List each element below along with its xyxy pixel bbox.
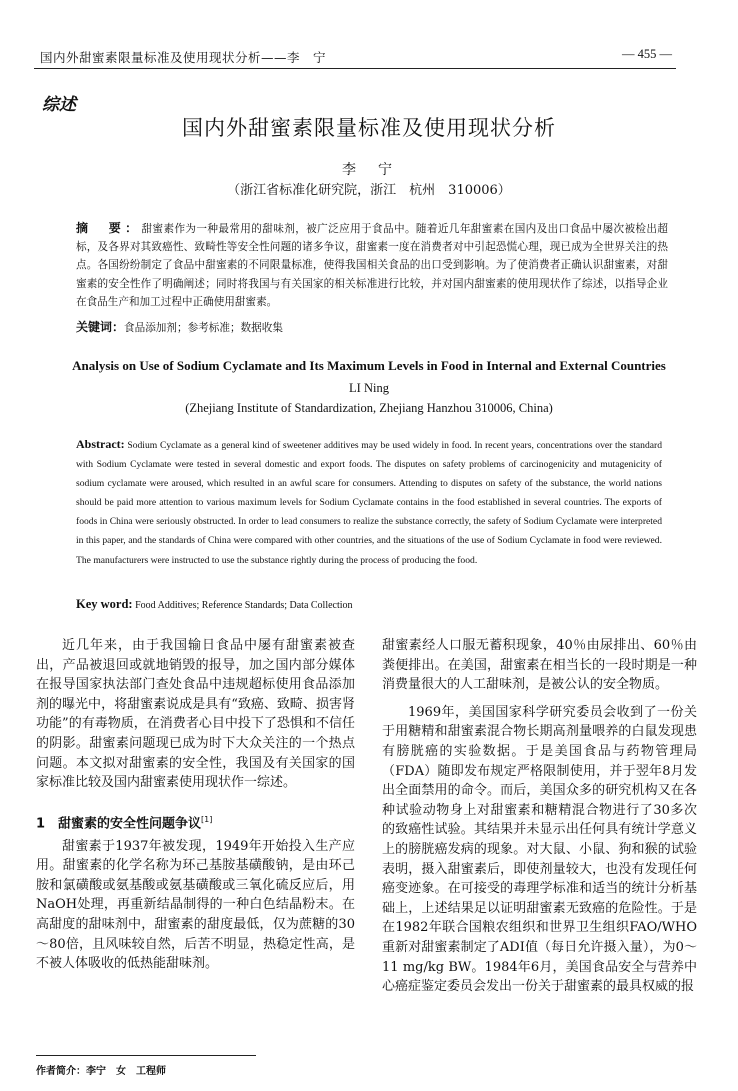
section-1-title: 1 甜蜜素的安全性问题争议 bbox=[36, 816, 202, 832]
body-column-left bbox=[36, 636, 355, 974]
intro-paragraph: 近几年来，由于我国输日食品中屡有甜蜜素被查出，产品被退回或就地销毁的报导，加之国内部分媒体在报导国家执法部门查处食品中违规超标使用食品添加剂的曝光中，将甜蜜素说成是具有“致癌、致畸、损害肾功能”的有毒物质，在消费者心目中投下了恐惧和不信任的阴影。甜蜜素问题现已成为时下大众关注的一个热点问题。本文拟对甜蜜素的安全性，我国及有关国家的国家标准比较及国内甜蜜素使用现状作一综述。 bbox=[36, 638, 355, 791]
affiliation-en: (Zhejiang Institute of Standardization, Zhejiang Hanzhou 310006, China) bbox=[185, 401, 553, 415]
author-en: LI Ning bbox=[349, 381, 389, 395]
history-paragraph: 1969年，美国国家科学研究委员会收到了一份关于用糖精和甜蜜素混合物长期高剂量喂养的白鼠发现患有膀胱癌的实验数据。于是美国食品与药物管理局（FDA）随即发布规定严格限制使用，并于翌年8月发出全面禁用的命令。而后，美国众多的研究机构又在各种试验动物身上对甜蜜素和糖精混合物进行了30多次的致癌性试验。其结果并未显示出任何具有统计学意义上的膀胱癌发病的现象。对大鼠、小鼠、狗和猴的试验表明，摄入甜蜜素后，即使剂量较大，也没有发现任何癌变迹象。在可接受的毒理学标准和适当的统计分析基础上，上述结果足以证明甜蜜素无致癌的危险性。于是在1982年联合国粮农组织和世界卫生组织FAO/WHO重新对甜蜜素制定了ADI值（每日允许摄入量），为0～11 mg/kg BW。1984年6月，美国食品安全与营养中心癌症鉴定委员会发出一份关于甜蜜素的最具权威的报 bbox=[382, 704, 697, 995]
section-label: 综述 bbox=[42, 95, 76, 115]
footnote-rule bbox=[36, 1055, 256, 1056]
keywords-cn-text: 食品添加剂；参考标准；数据收集 bbox=[124, 322, 283, 334]
keywords-cn bbox=[76, 318, 668, 335]
title-en: Analysis on Use of Sodium Cyclamate and Its Maximum Levels in Food in Internal and External Countries bbox=[72, 358, 666, 373]
abstract-cn-text: 甜蜜素作为一种最常用的甜味剂，被广泛应用于食品中。随着近几年甜蜜素在国内及出口食品中屡次被检出超标，及各界对其致癌性、致畸性等安全性问题的诸多争议，甜蜜素一度在消费者对中引起恐慌心理，现已成为全世界关注的热点。各国纷纷制定了食品中甜蜜素的不同限量标准，使得我国相关食品的出口受到影响。为了使消费者正确认识甜蜜素，对甜蜜素的安全性作了明确阐述；同时将我国与有关国家的相关标准进行比较，并对国内甜蜜素的使用现状作了综述，以指导企业在食品生产和加工过程中正确使用甜蜜素。 bbox=[76, 223, 668, 308]
header-rule bbox=[34, 68, 676, 69]
keywords-en-label: Key word: bbox=[76, 597, 133, 611]
author-footnote: 作者简介：李宁 女 工程师 bbox=[36, 1066, 166, 1077]
section-1-heading bbox=[36, 810, 355, 834]
section-1-ref: [1] bbox=[201, 814, 213, 824]
abstract-en-text: Sodium Cyclamate as a general kind of sweetener additives may be used widely in food. In recent years, concentrations over the standard with Sodium Cyclamate were tested in several domestic and export foods. The disputes on safety problems of carcinogenicity and mutagenicity of sodium cyclamate were aroused, which resulted in an awful scare for consumers. Attending to disputes on safety of the substance, the world nations should be paid more attention to various maximum levels for Sodium Cyclamate contains in the food established in several countries. The exports of foods in China were seriously obstructed. In order to lead consumers to realize the substance correctly, the safety of Sodium Cyclamate were interpreted in this paper, and the standards of China were compared with other countries, and the situations of the use of Sodium Cyclamate in food were reviewed. The manufacturers were instructed to use the substance rightly during the process of producing the food. bbox=[76, 440, 662, 566]
keywords-cn-label: 关键词： bbox=[76, 320, 125, 334]
affiliation-cn: （浙江省标准化研究院，浙江 杭州 310006） bbox=[227, 183, 511, 198]
abstract-en bbox=[76, 435, 662, 570]
page-number: — 455 — bbox=[622, 47, 672, 61]
continued-paragraph: 甜蜜素经人口服无蓄积现象，40％由尿排出、60％由粪便排出。在美国，甜蜜素在相当长的一段时期是一种消费量很大的人工甜味剂，是被公认的安全物质。 bbox=[382, 638, 697, 693]
section-1-paragraph: 甜蜜素于1937年被发现，1949年开始投入生产应用。甜蜜素的化学名称为环己基胺基磺酸钠，是由环己胺和氯磺酸或氨基酸或氨基磺酸或三氧化硫反应后，用NaOH处理，再重新结晶制得的一种白色结晶粉末。在高甜度的甜味剂中，甜蜜素的甜度最低，仅为蔗糖的30～80倍，且风味较自然，后苦不明显，热稳定性高，是不被人体吸收的低热能甜味剂。 bbox=[36, 838, 355, 972]
author-cn: 李 宁 bbox=[342, 162, 396, 178]
abstract-cn-label: 摘 要： bbox=[76, 221, 142, 235]
abstract-cn bbox=[76, 219, 668, 311]
abstract-en-label: Abstract: bbox=[76, 437, 125, 451]
body-column-right bbox=[382, 636, 697, 997]
keywords-en-text: Food Additives; Reference Standards; Data Collection bbox=[132, 600, 353, 611]
running-title: 国内外甜蜜素限量标准及使用现状分析——李 宁 bbox=[40, 50, 327, 65]
keywords-en bbox=[76, 597, 662, 612]
title-cn: 国内外甜蜜素限量标准及使用现状分析 bbox=[182, 116, 556, 140]
